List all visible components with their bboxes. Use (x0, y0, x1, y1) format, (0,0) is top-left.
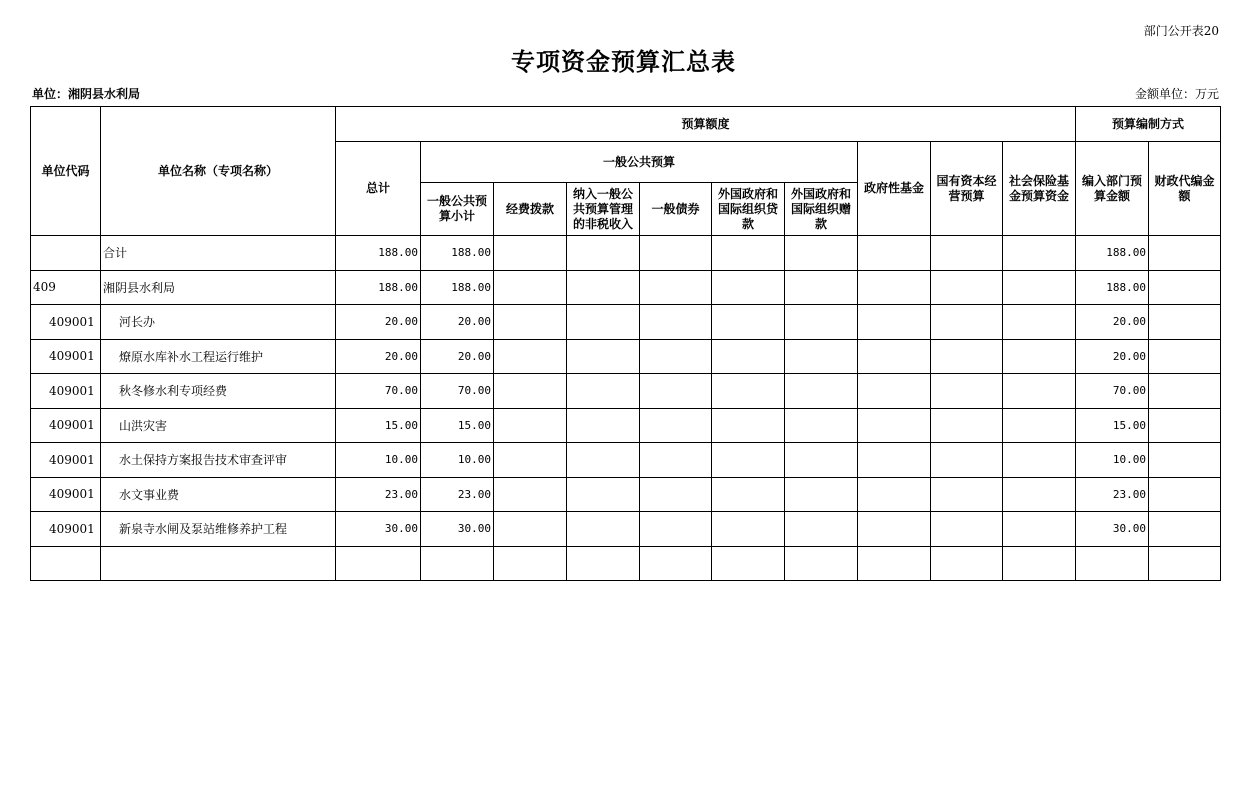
header-dept-budget: 编入部门预算金额 (1076, 142, 1149, 236)
cell-gpb-subtotal: 70.00 (421, 374, 494, 409)
cell-total: 23.00 (336, 477, 421, 512)
table-row (31, 546, 1221, 581)
cell-foreign-grants (785, 236, 858, 271)
header-state-capital: 国有资本经营预算 (931, 142, 1003, 236)
cell-state-capital (931, 305, 1003, 340)
cell-dept-budget: 20.00 (1076, 339, 1149, 374)
cell-operating-appropriation (494, 270, 567, 305)
cell-social-insurance (1003, 270, 1076, 305)
cell-dept-budget: 188.00 (1076, 236, 1149, 271)
cell-foreign-loans (712, 477, 785, 512)
cell-foreign-grants (785, 512, 858, 547)
cell-unit-name (101, 546, 336, 581)
cell-operating-appropriation (494, 305, 567, 340)
table-row (31, 408, 1221, 443)
header-social-insurance: 社会保险基金预算资金 (1003, 142, 1076, 236)
amount-unit-label: 金额单位：万元 (1134, 87, 1219, 101)
cell-dept-budget: 10.00 (1076, 443, 1149, 478)
header-foreign-loans: 外国政府和国际组织贷款 (712, 183, 785, 236)
cell-non-tax-revenue (567, 512, 640, 547)
cell-state-capital (931, 236, 1003, 271)
cell-gpb-subtotal: 23.00 (421, 477, 494, 512)
cell-state-capital (931, 512, 1003, 547)
cell-finance-budget (1149, 477, 1221, 512)
cell-general-bonds (640, 236, 712, 271)
cell-government-fund (858, 305, 931, 340)
cell-non-tax-revenue (567, 408, 640, 443)
cell-foreign-loans (712, 443, 785, 478)
cell-government-fund (858, 339, 931, 374)
cell-social-insurance (1003, 477, 1076, 512)
cell-general-bonds (640, 477, 712, 512)
table-row (31, 477, 1221, 512)
cell-total (336, 546, 421, 581)
table-header (31, 107, 1221, 236)
cell-unit-name: 山洪灾害 (101, 408, 336, 443)
cell-dept-budget: 70.00 (1076, 374, 1149, 409)
cell-government-fund (858, 546, 931, 581)
cell-unit-code: 409001 (31, 477, 101, 512)
cell-total: 20.00 (336, 339, 421, 374)
cell-finance-budget (1149, 408, 1221, 443)
table-row (31, 512, 1221, 547)
cell-operating-appropriation (494, 512, 567, 547)
cell-total: 20.00 (336, 305, 421, 340)
cell-operating-appropriation (494, 374, 567, 409)
cell-foreign-grants (785, 270, 858, 305)
header-general-bonds: 一般债券 (640, 183, 712, 236)
cell-state-capital (931, 374, 1003, 409)
cell-gpb-subtotal: 188.00 (421, 270, 494, 305)
cell-general-bonds (640, 305, 712, 340)
table-body (31, 236, 1221, 581)
cell-non-tax-revenue (567, 374, 640, 409)
cell-dept-budget: 20.00 (1076, 305, 1149, 340)
cell-unit-code: 409001 (31, 305, 101, 340)
cell-unit-code: 409001 (31, 374, 101, 409)
cell-unit-name: 新泉寺水闸及泵站维修养护工程 (101, 512, 336, 547)
cell-foreign-loans (712, 339, 785, 374)
cell-foreign-grants (785, 408, 858, 443)
cell-total: 30.00 (336, 512, 421, 547)
cell-foreign-loans (712, 270, 785, 305)
cell-foreign-grants (785, 374, 858, 409)
cell-state-capital (931, 443, 1003, 478)
cell-dept-budget: 30.00 (1076, 512, 1149, 547)
cell-unit-code: 409001 (31, 339, 101, 374)
cell-social-insurance (1003, 443, 1076, 478)
cell-gpb-subtotal (421, 546, 494, 581)
cell-unit-code: 409001 (31, 443, 101, 478)
cell-state-capital (931, 270, 1003, 305)
cell-government-fund (858, 408, 931, 443)
cell-foreign-grants (785, 546, 858, 581)
header-budget-method: 预算编制方式 (1076, 107, 1221, 142)
cell-foreign-loans (712, 374, 785, 409)
cell-dept-budget: 15.00 (1076, 408, 1149, 443)
form-number: 部门公开表20 (1143, 24, 1219, 38)
cell-foreign-grants (785, 477, 858, 512)
cell-gpb-subtotal: 20.00 (421, 305, 494, 340)
cell-unit-code: 409001 (31, 512, 101, 547)
cell-unit-code: 409 (31, 270, 101, 305)
cell-social-insurance (1003, 374, 1076, 409)
cell-finance-budget (1149, 339, 1221, 374)
table-row (31, 374, 1221, 409)
cell-foreign-grants (785, 305, 858, 340)
cell-non-tax-revenue (567, 305, 640, 340)
cell-gpb-subtotal: 15.00 (421, 408, 494, 443)
cell-unit-name: 燎原水库补水工程运行维护 (101, 339, 336, 374)
cell-unit-code (31, 546, 101, 581)
header-total: 总计 (336, 142, 421, 236)
header-non-tax-revenue: 纳入一般公共预算管理的非税收入 (567, 183, 640, 236)
cell-foreign-grants (785, 443, 858, 478)
cell-foreign-loans (712, 408, 785, 443)
cell-non-tax-revenue (567, 270, 640, 305)
cell-total: 10.00 (336, 443, 421, 478)
cell-gpb-subtotal: 10.00 (421, 443, 494, 478)
cell-non-tax-revenue (567, 443, 640, 478)
cell-foreign-loans (712, 236, 785, 271)
cell-social-insurance (1003, 339, 1076, 374)
cell-government-fund (858, 443, 931, 478)
cell-dept-budget: 23.00 (1076, 477, 1149, 512)
cell-total: 188.00 (336, 270, 421, 305)
cell-general-bonds (640, 546, 712, 581)
cell-operating-appropriation (494, 477, 567, 512)
header-foreign-grants: 外国政府和国际组织赠款 (785, 183, 858, 236)
cell-unit-code (31, 236, 101, 271)
cell-government-fund (858, 374, 931, 409)
header-finance-budget: 财政代编金额 (1149, 142, 1221, 236)
cell-operating-appropriation (494, 443, 567, 478)
cell-social-insurance (1003, 546, 1076, 581)
cell-social-insurance (1003, 408, 1076, 443)
cell-total: 15.00 (336, 408, 421, 443)
cell-non-tax-revenue (567, 477, 640, 512)
cell-dept-budget (1076, 546, 1149, 581)
cell-general-bonds (640, 408, 712, 443)
cell-dept-budget: 188.00 (1076, 270, 1149, 305)
cell-operating-appropriation (494, 236, 567, 271)
cell-gpb-subtotal: 20.00 (421, 339, 494, 374)
cell-government-fund (858, 477, 931, 512)
cell-unit-code: 409001 (31, 408, 101, 443)
cell-finance-budget (1149, 305, 1221, 340)
budget-table (30, 106, 1221, 581)
cell-unit-name: 秋冬修水利专项经费 (101, 374, 336, 409)
table-row (31, 443, 1221, 478)
table-row (31, 339, 1221, 374)
cell-unit-name: 水文事业费 (101, 477, 336, 512)
cell-finance-budget (1149, 236, 1221, 271)
cell-state-capital (931, 546, 1003, 581)
cell-unit-name: 湘阴县水利局 (101, 270, 336, 305)
cell-finance-budget (1149, 512, 1221, 547)
cell-operating-appropriation (494, 408, 567, 443)
header-government-fund: 政府性基金 (858, 142, 931, 236)
cell-foreign-loans (712, 512, 785, 547)
cell-non-tax-revenue (567, 339, 640, 374)
cell-gpb-subtotal: 30.00 (421, 512, 494, 547)
cell-finance-budget (1149, 546, 1221, 581)
table-row (31, 236, 1221, 271)
cell-total: 188.00 (336, 236, 421, 271)
cell-operating-appropriation (494, 339, 567, 374)
table-row (31, 270, 1221, 305)
cell-non-tax-revenue (567, 546, 640, 581)
cell-unit-name: 河长办 (101, 305, 336, 340)
header-gpb-subtotal: 一般公共预算小计 (421, 183, 494, 236)
cell-social-insurance (1003, 305, 1076, 340)
cell-government-fund (858, 270, 931, 305)
cell-total: 70.00 (336, 374, 421, 409)
header-unit-name: 单位名称（专项名称） (101, 107, 336, 236)
cell-state-capital (931, 339, 1003, 374)
cell-finance-budget (1149, 443, 1221, 478)
cell-non-tax-revenue (567, 236, 640, 271)
page-title: 专项资金预算汇总表 (511, 48, 736, 76)
cell-finance-budget (1149, 374, 1221, 409)
cell-unit-name: 合计 (101, 236, 336, 271)
cell-general-bonds (640, 512, 712, 547)
cell-foreign-loans (712, 546, 785, 581)
cell-operating-appropriation (494, 546, 567, 581)
cell-government-fund (858, 512, 931, 547)
unit-label: 单位：湘阴县水利局 (32, 87, 141, 101)
table-row (31, 305, 1221, 340)
cell-general-bonds (640, 270, 712, 305)
cell-state-capital (931, 477, 1003, 512)
cell-general-bonds (640, 339, 712, 374)
cell-finance-budget (1149, 270, 1221, 305)
cell-gpb-subtotal: 188.00 (421, 236, 494, 271)
header-general-public-budget: 一般公共预算 (421, 142, 858, 183)
header-operating-appropriation: 经费拨款 (494, 183, 567, 236)
header-unit-code: 单位代码 (31, 107, 101, 236)
cell-social-insurance (1003, 236, 1076, 271)
cell-general-bonds (640, 443, 712, 478)
cell-foreign-grants (785, 339, 858, 374)
cell-social-insurance (1003, 512, 1076, 547)
cell-general-bonds (640, 374, 712, 409)
cell-foreign-loans (712, 305, 785, 340)
cell-government-fund (858, 236, 931, 271)
cell-unit-name: 水土保持方案报告技术审查评审 (101, 443, 336, 478)
cell-state-capital (931, 408, 1003, 443)
header-budget-amount: 预算额度 (336, 107, 1076, 142)
